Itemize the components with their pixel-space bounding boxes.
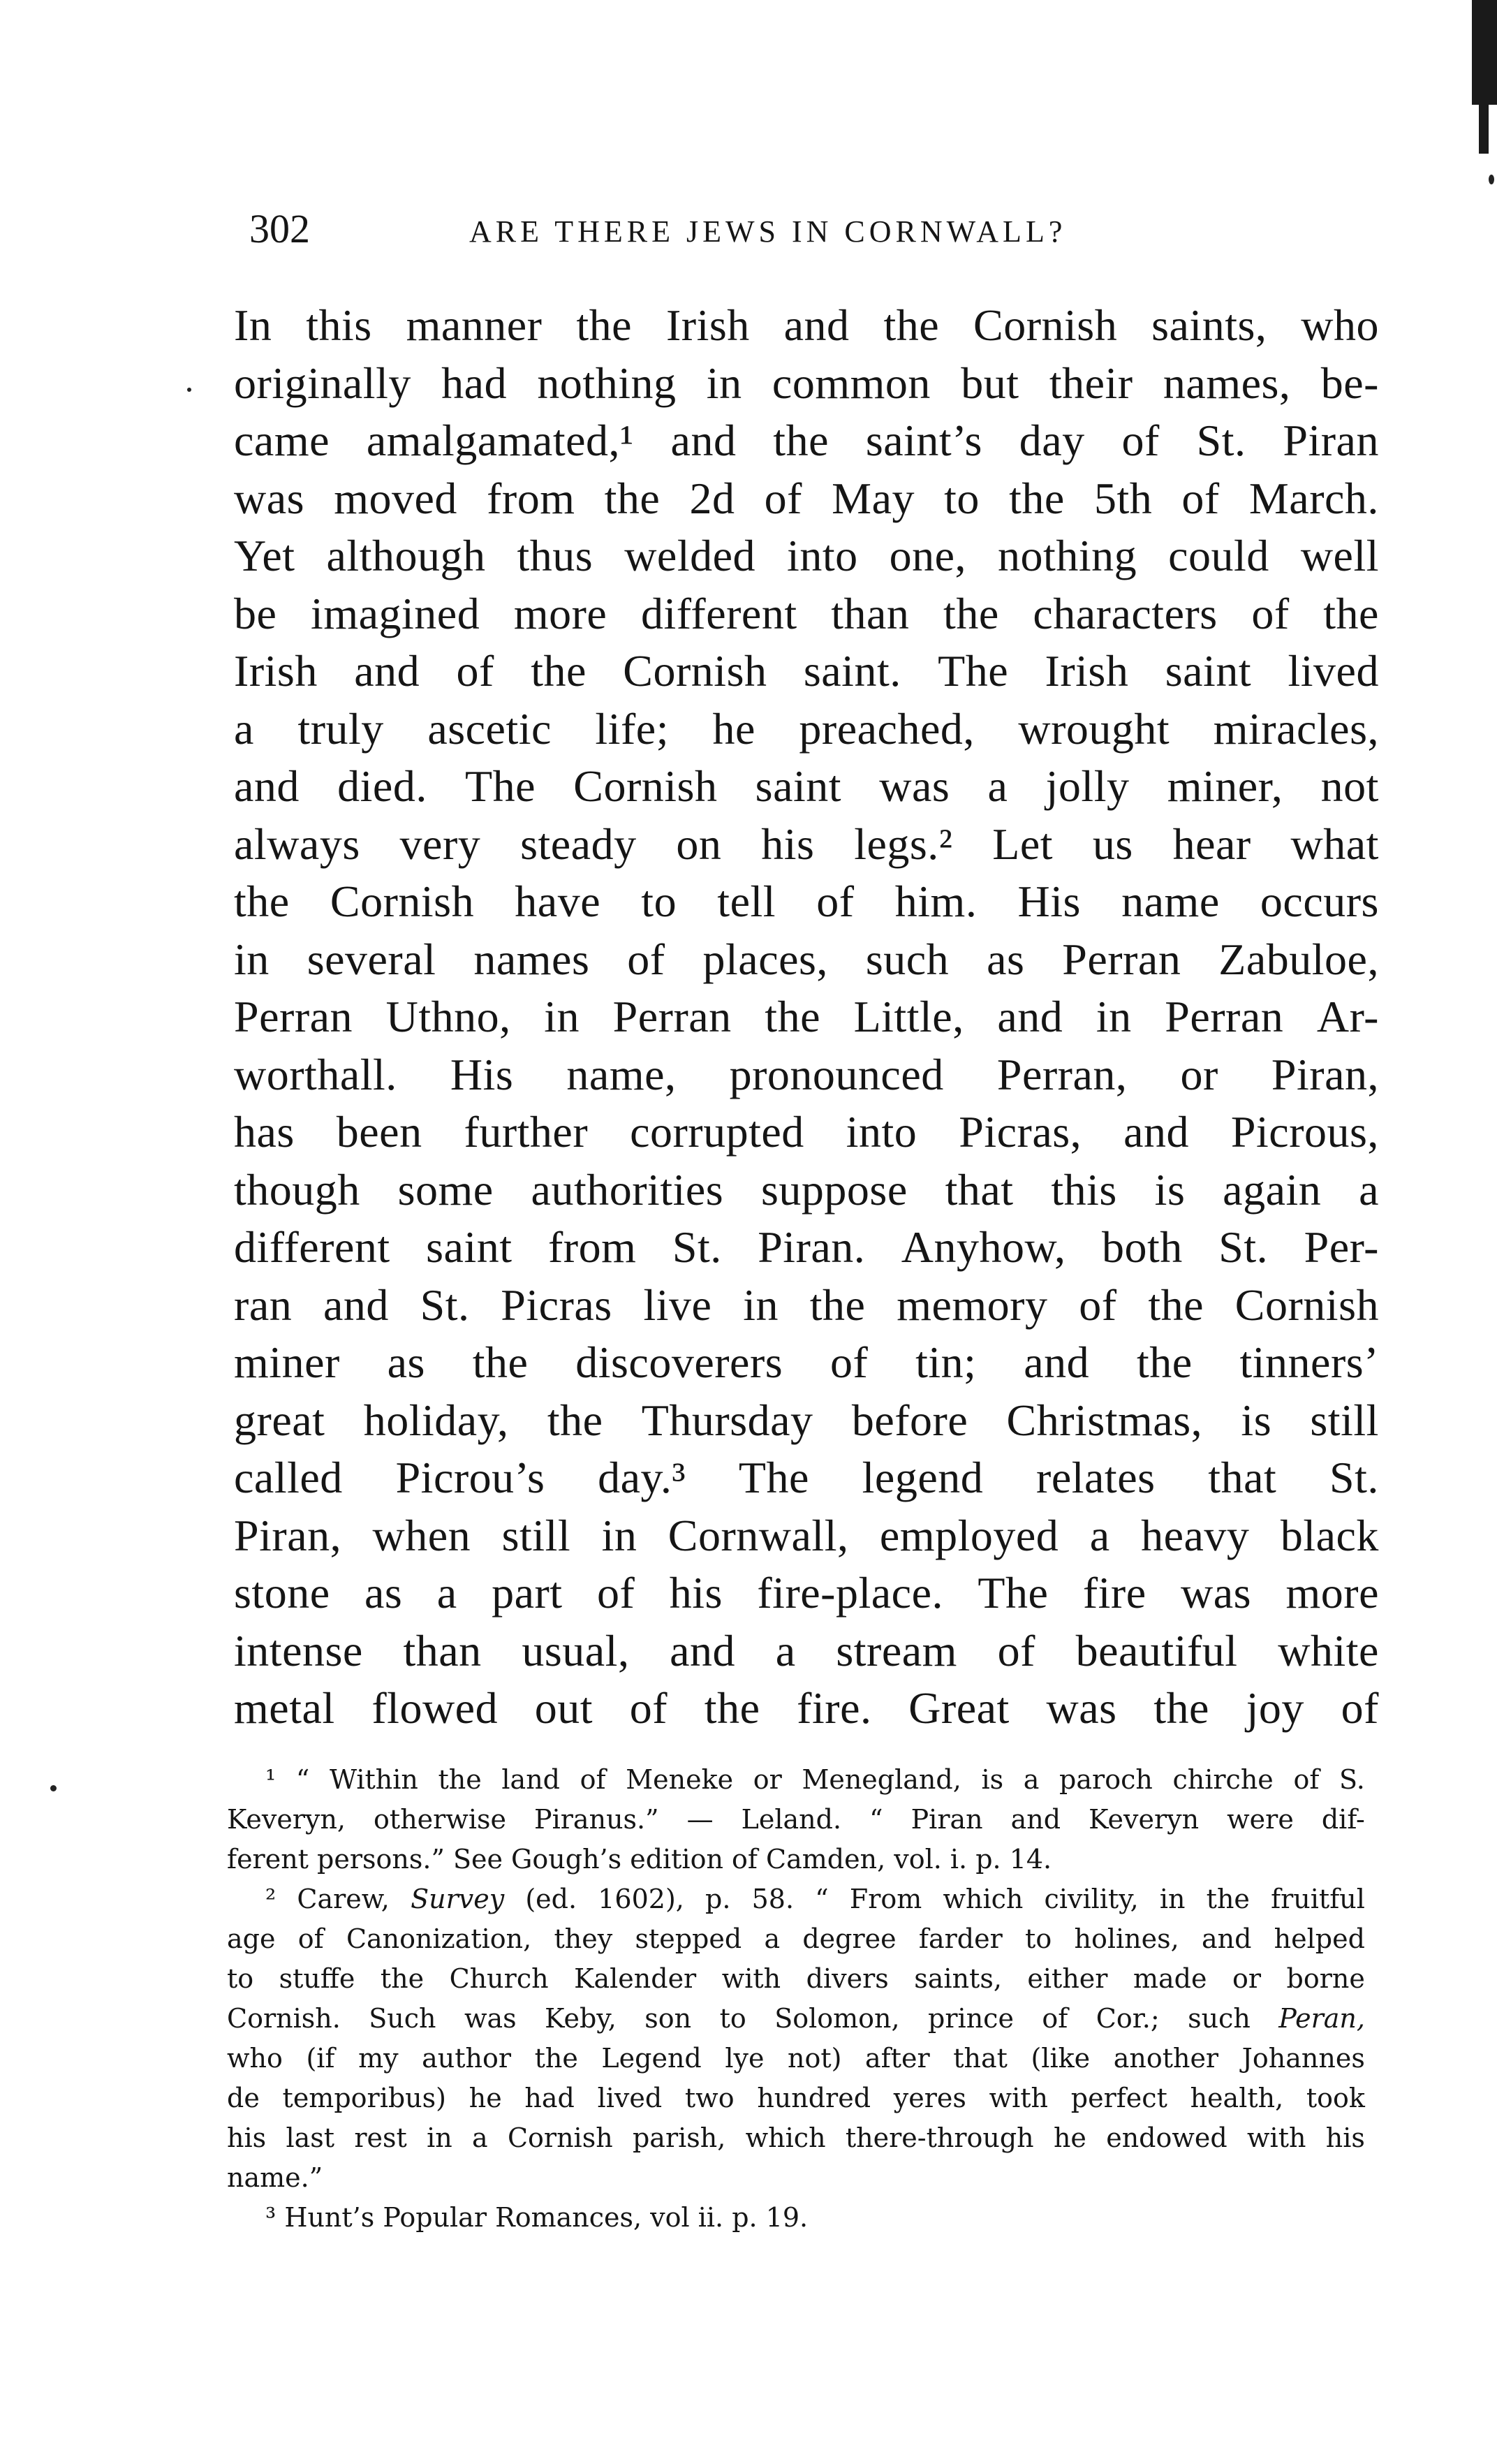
footnote-line: Keveryn, otherwise Piranus.” — Leland. “ Piran and Keveryn were dif- (227, 1804, 1365, 1835)
body-line: great holiday, the Thursday before Christmas, is still (234, 1395, 1379, 1445)
footnotes (227, 1760, 1365, 2238)
body-line: the Cornish have to tell of him. His name occurs (234, 877, 1379, 926)
body-line: in several names of places, such as Perran Zabuloe, (234, 934, 1379, 984)
body-line: be imagined more different than the characters of the (234, 588, 1379, 638)
footnote-line: ferent persons.” See Gough’s edition of Camden, vol. i. p. 14. (227, 1844, 1052, 1875)
footnote-1 (227, 1760, 1365, 1879)
footnote-2 (227, 1879, 1365, 2198)
footnote-line: name.” (227, 2162, 323, 2193)
footnote-line: ³ Hunt’s Popular Romances, vol ii. p. 19. (265, 2202, 809, 2233)
body-line: always very steady on his legs.² Let us hear what (234, 819, 1379, 869)
footnote-line: ¹ “ Within the land of Meneke or Menegland, is a paroch chirche of S. (265, 1764, 1365, 1795)
body-line: ran and St. Picras live in the memory of the Cornish (234, 1279, 1379, 1330)
body-line: originally had nothing in common but their names, be- (234, 358, 1379, 408)
body-line: and died. The Cornish saint was a jolly miner, not (234, 761, 1379, 811)
body-line: a truly ascetic life; he preached, wrought miracles, (234, 703, 1379, 754)
page-header (249, 201, 1380, 257)
body-line: though some authorities suppose that this is again a (234, 1164, 1379, 1215)
footnote-line: who (if my author the Legend lye not) after that (like another Johannes (227, 2043, 1365, 2074)
footnote-line: to stuffe the Church Kalender with divers saints, either made or borne (227, 1963, 1365, 1994)
body-line: intense than usual, and a stream of beautiful white (234, 1625, 1379, 1675)
body-line: Yet although thus welded into one, nothing could well (234, 531, 1379, 580)
body-line: worthall. His name, pronounced Perran, or Piran, (234, 1049, 1379, 1099)
scan-speck (50, 1785, 57, 1791)
footnote-line: Cornish. Such was Keby, son to Solomon, prince of Cor.; such Peran, (227, 2003, 1365, 2034)
body-line: In this manner the Irish and the Cornish saints, who (234, 300, 1379, 350)
body-line: Piran, when still in Cornwall, employed a heavy black (234, 1510, 1379, 1560)
scan-edge-mark (1472, 0, 1497, 105)
footnote-line: ² Carew, Survey (ed. 1602), p. 58. “ From which civility, in the fruitful (265, 1884, 1365, 1914)
footnote-3 (227, 2198, 1365, 2238)
footnote-line: age of Canonization, they stepped a degree farder to holines, and helped (227, 1923, 1365, 1954)
body-line: has been further corrupted into Picras, and Picrous, (234, 1107, 1379, 1157)
scan-speck (187, 388, 191, 392)
body-line: metal flowed out of the fire. Great was the joy of (234, 1683, 1379, 1733)
body-line: called Picrou’s day.³ The legend relates that St. (234, 1453, 1379, 1502)
main-text (234, 297, 1379, 1738)
scan-edge-mark (1479, 105, 1489, 154)
footnote-line: de temporibus) he had lived two hundred yeres with perfect health, took (227, 2083, 1365, 2113)
body-line: Perran Uthno, in Perran the Little, and in Perran Ar- (234, 992, 1379, 1041)
body-line: miner as the discoverers of tin; and the tinners’ (234, 1337, 1379, 1387)
footnote-line: his last rest in a Cornish parish, which there-through he endowed with his (227, 2122, 1365, 2153)
page-number: 302 (249, 206, 310, 251)
body-line: came amalgamated,¹ and the saint’s day of St. Piran (234, 416, 1379, 465)
running-title: ARE THERE JEWS IN CORNWALL? (469, 214, 1067, 249)
body-line: was moved from the 2d of May to the 5th of March. (234, 473, 1379, 523)
body-line: Irish and of the Cornish saint. The Irish saint lived (234, 646, 1379, 696)
scan-speck (1489, 175, 1494, 184)
body-line: different saint from St. Piran. Anyhow, both St. Per- (234, 1222, 1379, 1272)
body-line: stone as a part of his fire-place. The fire was more (234, 1568, 1379, 1618)
